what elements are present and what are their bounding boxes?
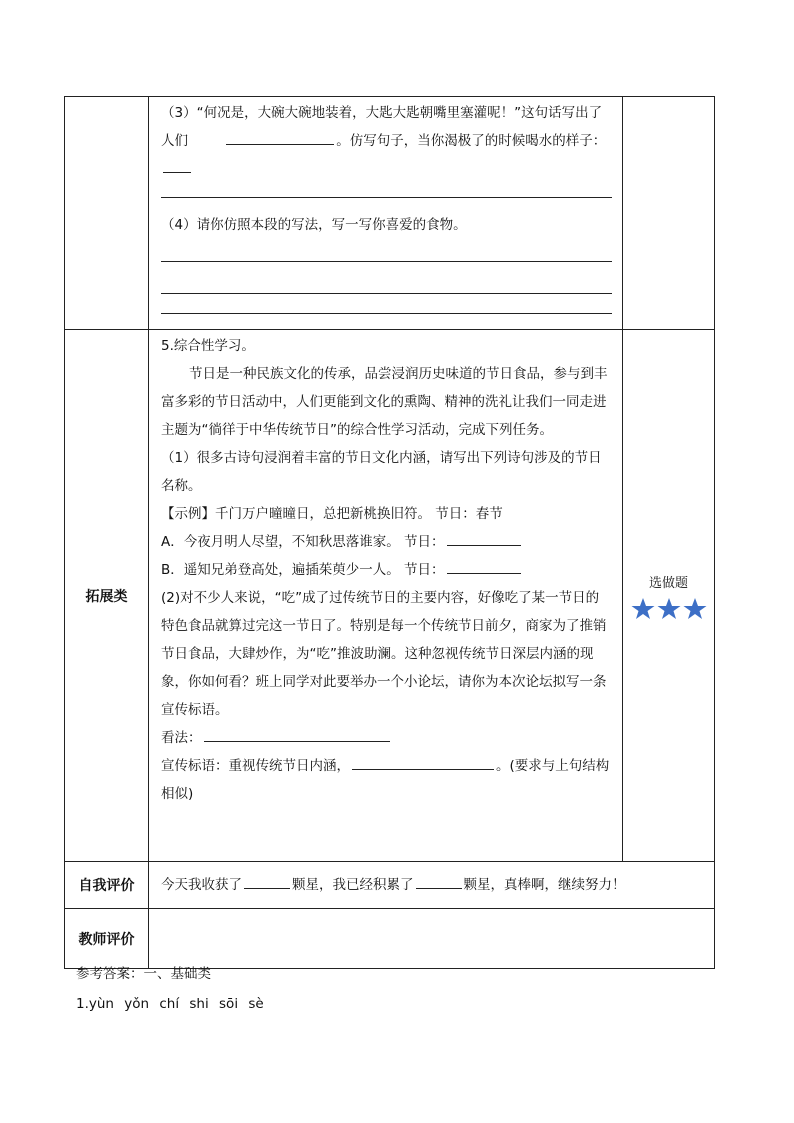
stars-total-blank[interactable] <box>416 887 462 889</box>
reading-content-cell <box>149 97 623 330</box>
q5-sub2: (2)对不少人来说，“吃”成了过传统节日的主要内容，好像吃了某一节日的特色食品就算过完这一节日了。特别是每一个传统节日前夕，商家为了推销节日食品，大肆炒作，为“吃”推波助澜。这种忽视传统节日深层内涵的现象，你如何看？班上同学对此要举办一个小论坛，请你为本次论坛拟写一条宣传标语。 <box>161 590 607 718</box>
extension-side-cell <box>623 330 715 862</box>
answer-blank[interactable] <box>163 171 191 173</box>
worksheet-table <box>64 96 715 969</box>
q5-example: 【示例】千门万户曈曈日，总把新桃换旧符。 节日：春节 <box>161 506 503 522</box>
star-icon <box>631 597 655 620</box>
star-rating <box>623 597 714 620</box>
answer-blank[interactable] <box>226 143 334 145</box>
teacher-eval-row <box>65 909 715 969</box>
star-icon <box>657 597 681 620</box>
self-eval-label: 自我评价 <box>65 862 149 909</box>
q5-intro: 节日是一种民族文化的传承，品尝浸润历史味道的节日食品，参与到丰富多彩的节日活动中，人们更能到文化的熏陶、精神的洗礼让我们一同走进主题为“徜徉于中华传统节日”的综合性学习活动，完成下列任务。 <box>161 366 608 438</box>
self-eval-content-cell: 今天我收获了 颗星，我已经积累了 颗星，真棒啊，继续努力！ <box>149 862 715 909</box>
answer-blank[interactable] <box>447 572 521 574</box>
q3-text: （3）“何况是，大碗大碗地装着，大匙大匙朝嘴里塞灌呢！”这句话写出了 <box>161 105 603 121</box>
teacher-eval-label: 教师评价 <box>65 909 149 969</box>
answer-line[interactable] <box>161 313 612 314</box>
answer-blank[interactable] <box>204 740 390 742</box>
extension-content-cell <box>149 330 623 862</box>
q5-view: 看法： <box>161 724 612 752</box>
answer-line[interactable] <box>161 293 612 294</box>
answer-line[interactable] <box>161 197 612 198</box>
stars-earned-blank[interactable] <box>244 887 290 889</box>
q5-item-b: B．遥知兄弟登高处，遍插茱萸少一人。 节日： <box>161 556 612 584</box>
q4-text: （4）请你仿照本段的写法，写一写你喜爱的食物。 <box>161 217 467 233</box>
answers-heading: 参考答案：一、基础类 <box>76 966 211 982</box>
q5-sub1: （1）很多古诗句浸润着丰富的节日文化内涵，请写出下列诗句涉及的节日名称。 <box>161 450 602 494</box>
optional-label: 选做题 <box>648 575 688 591</box>
teacher-eval-content-cell <box>149 909 715 969</box>
extension-label: 拓展类 <box>65 330 149 862</box>
answer-blank[interactable] <box>447 544 521 546</box>
answer-line[interactable] <box>161 261 612 262</box>
reading-label-cell <box>65 97 149 330</box>
extension-row <box>65 330 715 862</box>
q5-item-a: A．今夜月明人尽望，不知秋思落谁家。 节日： <box>161 528 612 556</box>
reading-side-cell <box>623 97 715 330</box>
star-icon <box>683 597 707 620</box>
self-eval-row <box>65 862 715 909</box>
reading-row <box>65 97 715 330</box>
answer-blank[interactable] <box>352 768 494 770</box>
q5-slogan: 宣传标语：重视传统节日内涵， 。(要求与上句结构相似) <box>161 758 610 802</box>
q5-title: 5.综合性学习。 <box>161 338 255 354</box>
answer-item-1: 1.yùn yǒn chí shi sōi sè <box>76 996 264 1012</box>
q3-fill-line: 人们 。仿写句子，当你渴极了的时候喝水的样子： <box>161 127 612 183</box>
